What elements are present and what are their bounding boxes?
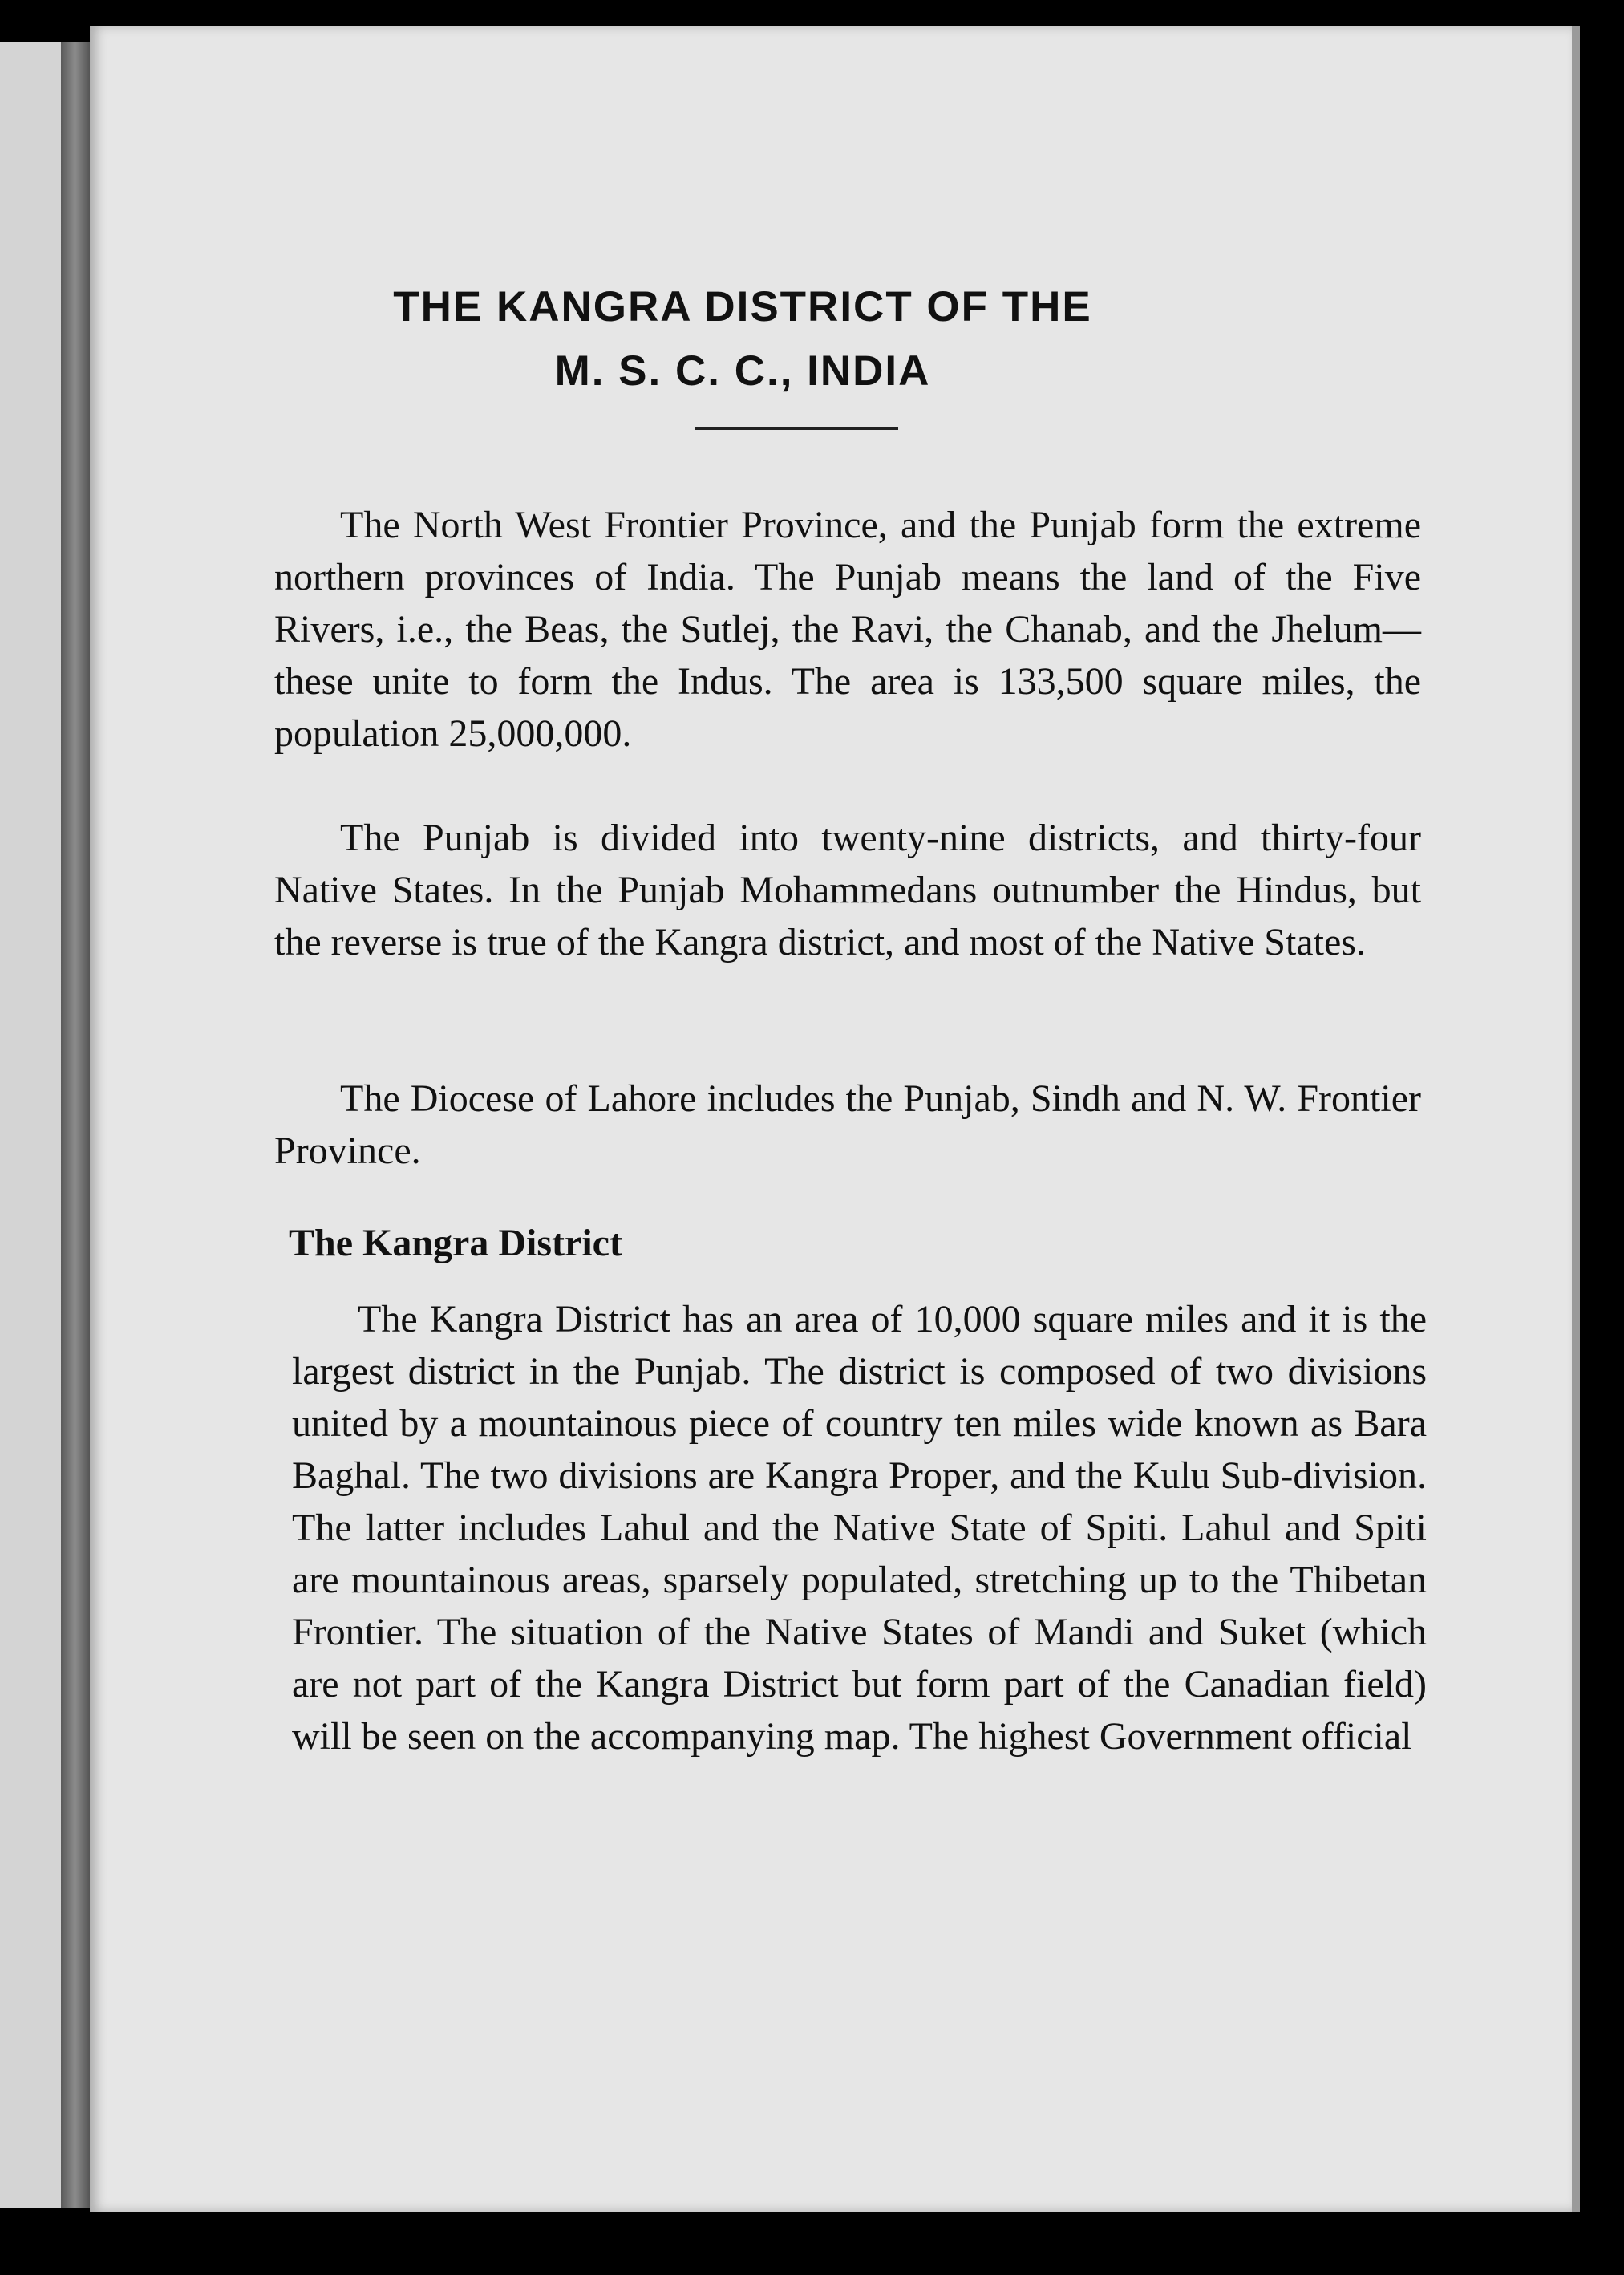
paragraph-diocese: The Diocese of Lahore includes the Punjab, Sindh and N. W. Frontier Province.: [274, 1077, 1421, 1172]
paragraph-provinces: The North West Frontier Province, and the Punjab form the extreme northern provinces of India. The Punjab means the land of the Five Rivers, i.e., the Beas, the Sutlej, the Ravi, the Chanab, and the Jhelum—these unite to form the Indus. The area is 133,500 square miles, the population 25,000,000.: [274, 504, 1421, 755]
document-page: [90, 26, 1580, 2212]
title-rule: [695, 427, 898, 430]
paragraph-districts: The Punjab is divided into twenty-nine districts, and thirty-four Native States. In the Punjab Mohammedans outnumber the Hindus, but the reverse is true of the Kangra district, and most of the Native States.: [274, 817, 1421, 963]
section-heading: The Kangra District: [289, 1222, 622, 1264]
page-title-line-1: THE KANGRA DISTRICT OF THE: [393, 283, 1092, 331]
page-title-line-2: M. S. C. C., INDIA: [554, 347, 931, 395]
paragraph-kangra-district: The Kangra District has an area of 10,000 square miles and it is the largest district in the Punjab. The district is composed of two divisions united by a mountainous piece of country ten miles wide known as Bara Baghal. The two divisions are Kangra Proper, and the Kulu Sub-division. The latter includes Lahul and the Native State of Spiti. Lahul and Spiti are mountainous areas, sparsely populated, stretching up to the Thibetan Frontier. The situation of the Native States of Mandi and Suket (which are not part of the Kangra District but form part of the Canadian field) will be seen on the accompanying map. The highest Government official: [292, 1298, 1427, 1758]
